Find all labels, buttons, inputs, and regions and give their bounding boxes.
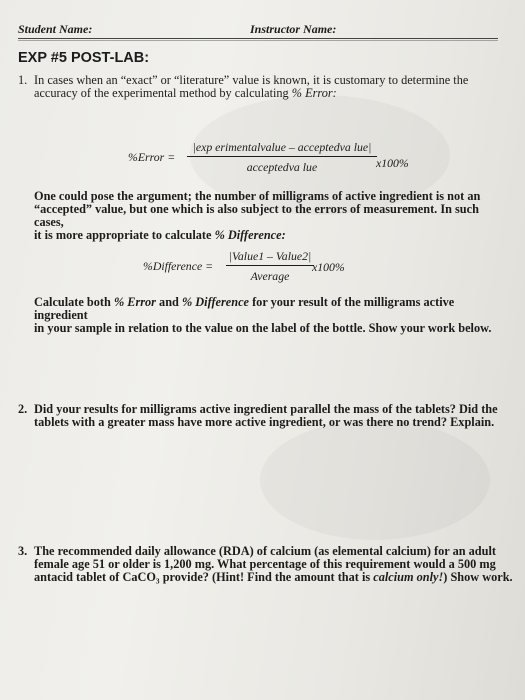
q3-line: female age 51 or older is 1,200 mg. What percentage of this requirement would a 500 mg	[34, 557, 496, 571]
q1-text: accuracy of the experimental method by calculating	[34, 86, 292, 100]
difference-denominator: Average	[250, 269, 290, 283]
q1-line: in your sample in relation to the value on the label of the bottle. Show your work below.	[34, 321, 492, 335]
error-formula-lhs: %Error =	[128, 150, 176, 164]
fraction-bar	[226, 265, 314, 266]
q1-text: Calculate both	[34, 295, 114, 309]
q3-text: antacid tablet of CaCO₃ provide? (Hint! Find the amount that is	[34, 570, 374, 584]
difference-fraction	[226, 249, 314, 284]
error-formula-rhs: x100%	[376, 156, 409, 170]
question-2	[18, 403, 508, 429]
q1-text: for your result of the milligrams active ingredient	[34, 295, 455, 322]
difference-numerator: |Value1 – Value2|	[228, 249, 312, 263]
q1-line: “accepted” value, but one which is also subject to the errors of measurement. In such cases,	[34, 202, 479, 229]
error-fraction	[187, 140, 377, 175]
header-rule	[18, 40, 498, 41]
page-title: EXP #5 POST-LAB:	[18, 50, 150, 66]
q1-difference-term: % Difference	[181, 295, 249, 309]
q1-line	[34, 296, 504, 322]
q1-paragraph-3	[34, 296, 504, 335]
q3-line	[34, 571, 513, 584]
q1-error-term: % Error:	[291, 86, 337, 100]
question-3	[18, 545, 513, 584]
q1-error-term: % Error	[113, 295, 156, 309]
question-number: 3.	[18, 544, 28, 558]
q3-text: ) Show work.	[443, 570, 513, 584]
error-numerator: |exp erimentalvalue – acceptedva lue|	[192, 140, 372, 154]
q1-line	[34, 87, 508, 100]
fraction-bar	[187, 156, 377, 157]
question-number: 2.	[18, 402, 28, 416]
difference-formula-lhs: %Difference =	[143, 259, 214, 273]
error-denominator: acceptedva lue	[246, 160, 318, 174]
q2-line: Did your results for milligrams active ingredient parallel the mass of the tablets? Did the	[34, 402, 498, 416]
question-1	[18, 74, 508, 100]
q3-calcium-term: calcium only!	[373, 570, 444, 584]
q1-line: One could pose the argument; the number of milligrams of active ingredient is not an	[34, 189, 481, 203]
q3-line: The recommended daily allowance (RDA) of calcium (as elemental calcium) for an adult	[34, 544, 496, 558]
difference-formula-rhs: x100%	[312, 260, 345, 274]
q1-paragraph-2	[34, 190, 504, 242]
q1-text: it is more appropriate to calculate	[34, 228, 215, 242]
instructor-name-label: Instructor Name:	[250, 22, 337, 36]
q1-line: In cases when an “exact” or “literature” value is known, it is customary to determine the	[34, 73, 469, 87]
question-number: 1.	[18, 73, 28, 87]
bleed-through-shadow	[260, 420, 490, 540]
q1-difference-term: % Difference:	[214, 228, 286, 242]
header-rule	[18, 38, 498, 39]
q1-line	[34, 229, 504, 242]
student-name-label: Student Name:	[18, 22, 93, 36]
q1-text: and	[155, 295, 182, 309]
q2-line: tablets with a greater mass have more active ingredient, or was there no trend? Explain.	[34, 415, 495, 429]
